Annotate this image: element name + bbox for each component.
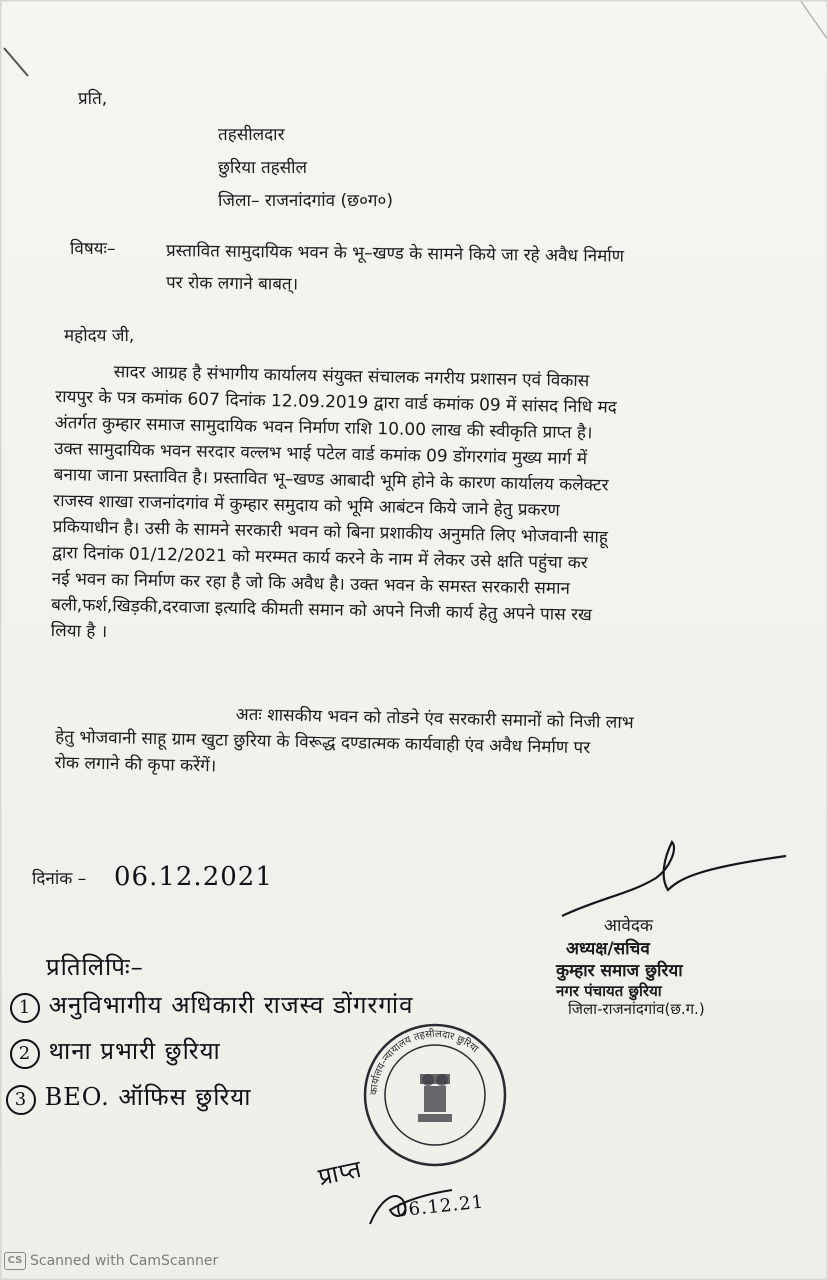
receipt-date: 06.12.21 — [395, 1191, 486, 1222]
request-line: रोक लगाने की कृपा करेंगें। — [54, 752, 217, 777]
body-line: लिया है । — [50, 620, 108, 643]
handwritten-date: 06.12.2021 — [114, 862, 273, 892]
copy-to-text: थाना प्रभारी छुरिया — [48, 1037, 221, 1065]
body-line: नई भवन का निर्माण कर रहा है जो कि अवैध है। उक्त भवन के समस्त सरकारी समान — [51, 568, 571, 599]
body-line: बनाया जाना प्रस्तावित है। प्रस्तावित भू–खण्ड आबादी भूमि होने के कारण कार्यालय कलेक्टर — [53, 464, 609, 496]
body-line: द्वारा दिनांक 01/12/2021 को मरम्मत कार्य करने के नाम में लेकर उसे क्षति पहुंचा कर — [52, 542, 588, 574]
applicant-town: नगर पंचायत छुरिया — [556, 982, 662, 1000]
request-paragraph — [54, 698, 755, 791]
request-line: हेतु भोजवानी साहू ग्राम खुटा छुरिया के विरूद्ध दण्डात्मक कार्यवाही एंव अवैध निर्माण पर — [54, 726, 591, 759]
body-line: अंतर्गत कुम्हार समाज सामुदायिक भवन निर्माण राशि 10.00 लाख की स्वीकृति प्राप्त है। — [54, 412, 593, 444]
official-seal-stamp — [362, 1022, 508, 1168]
applicant-label: आवेदक — [604, 916, 653, 936]
recipient-line: छुरिया तहसील — [218, 158, 308, 178]
copy-to-number: 2 — [10, 1039, 40, 1069]
signature-mark — [560, 838, 790, 928]
applicant-district: जिला-राजनांदगांव(छ.ग.) — [568, 1000, 705, 1018]
copy-to-text: अनुविभागीय अधिकारी राजस्व डोंगरगांव — [48, 991, 414, 1019]
greeting: महोदय जी, — [64, 326, 135, 346]
salutation-to: प्रति, — [78, 89, 108, 109]
receipt-signature — [366, 1180, 456, 1230]
body-line: उक्त सामुदायिक भवन सरदार वल्लभ भाई पटेल वार्ड कमांक 09 डोंगरगांव मुख्य मार्ग में — [54, 438, 588, 470]
body-line: राजस्व शाखा राजनांदगांव में कुम्हार समुदाय को भूमि आबंटन किये जाने हेतु प्रकरण — [53, 490, 560, 521]
receipt-note: प्राप्त — [315, 1154, 365, 1192]
subject-line: पर रोक लगाने बाबत्। — [165, 273, 299, 295]
copy-to-item — [6, 1080, 251, 1115]
applicant-org: कुम्हार समाज छुरिया — [556, 961, 683, 981]
seal-text: कार्यालय-न्यायालय तहसीलदार छुरिया — [368, 1028, 480, 1096]
camscanner-text: Scanned with CamScanner — [30, 1253, 219, 1269]
request-line: अतः शासकीय भवन को तोडने एंव सरकारी समानों को निजी लाभ — [235, 704, 634, 734]
recipient-line: जिला– राजनांदगांव (छ०ग०) — [218, 191, 393, 211]
date-label: दिनांक – — [32, 869, 87, 889]
recipient-line: तहसीलदार — [218, 125, 285, 145]
copy-to-item — [10, 1034, 221, 1069]
copy-to-text: BEO. ऑफिस छुरिया — [44, 1083, 252, 1111]
body-line: प्रकियाधीन है। उसी के सामने सरकारी भवन को बिना प्रशाकीय अनुमति लिए भोजवानी साहू — [52, 516, 609, 548]
body-line: बली,फर्श,खिड़की,दरवाजा इत्यादि कीमती समान को अपने निजी कार्य हेतु अपने पास रख — [51, 594, 593, 626]
camscanner-footer — [4, 1252, 218, 1270]
subject-line: प्रस्तावित सामुदायिक भवन के भू–खण्ड के सामने किये जा रहे अवैध निर्माण — [165, 241, 625, 267]
copy-to-label: प्रतिलिपिः– — [46, 953, 144, 981]
copy-to-number: 1 — [10, 993, 40, 1023]
body-line: रायपुर के पत्र कमांक 607 दिनांक 12.09.2019 द्वारा वार्ड कमांक 09 में सांसद निधि मद — [55, 386, 617, 418]
body-line: सादर आग्रह है संभागीय कार्यालय संयुक्त संचालक नगरीय प्रशासन एवं विकास — [113, 362, 590, 392]
subject-label: विषयः– — [70, 239, 116, 259]
body-paragraph — [51, 358, 776, 658]
copy-to-number: 3 — [6, 1085, 36, 1115]
camscanner-logo-icon: CS — [4, 1252, 26, 1270]
copy-to-item — [10, 988, 413, 1023]
stamp-title: अध्यक्ष/सचिव — [566, 939, 650, 959]
